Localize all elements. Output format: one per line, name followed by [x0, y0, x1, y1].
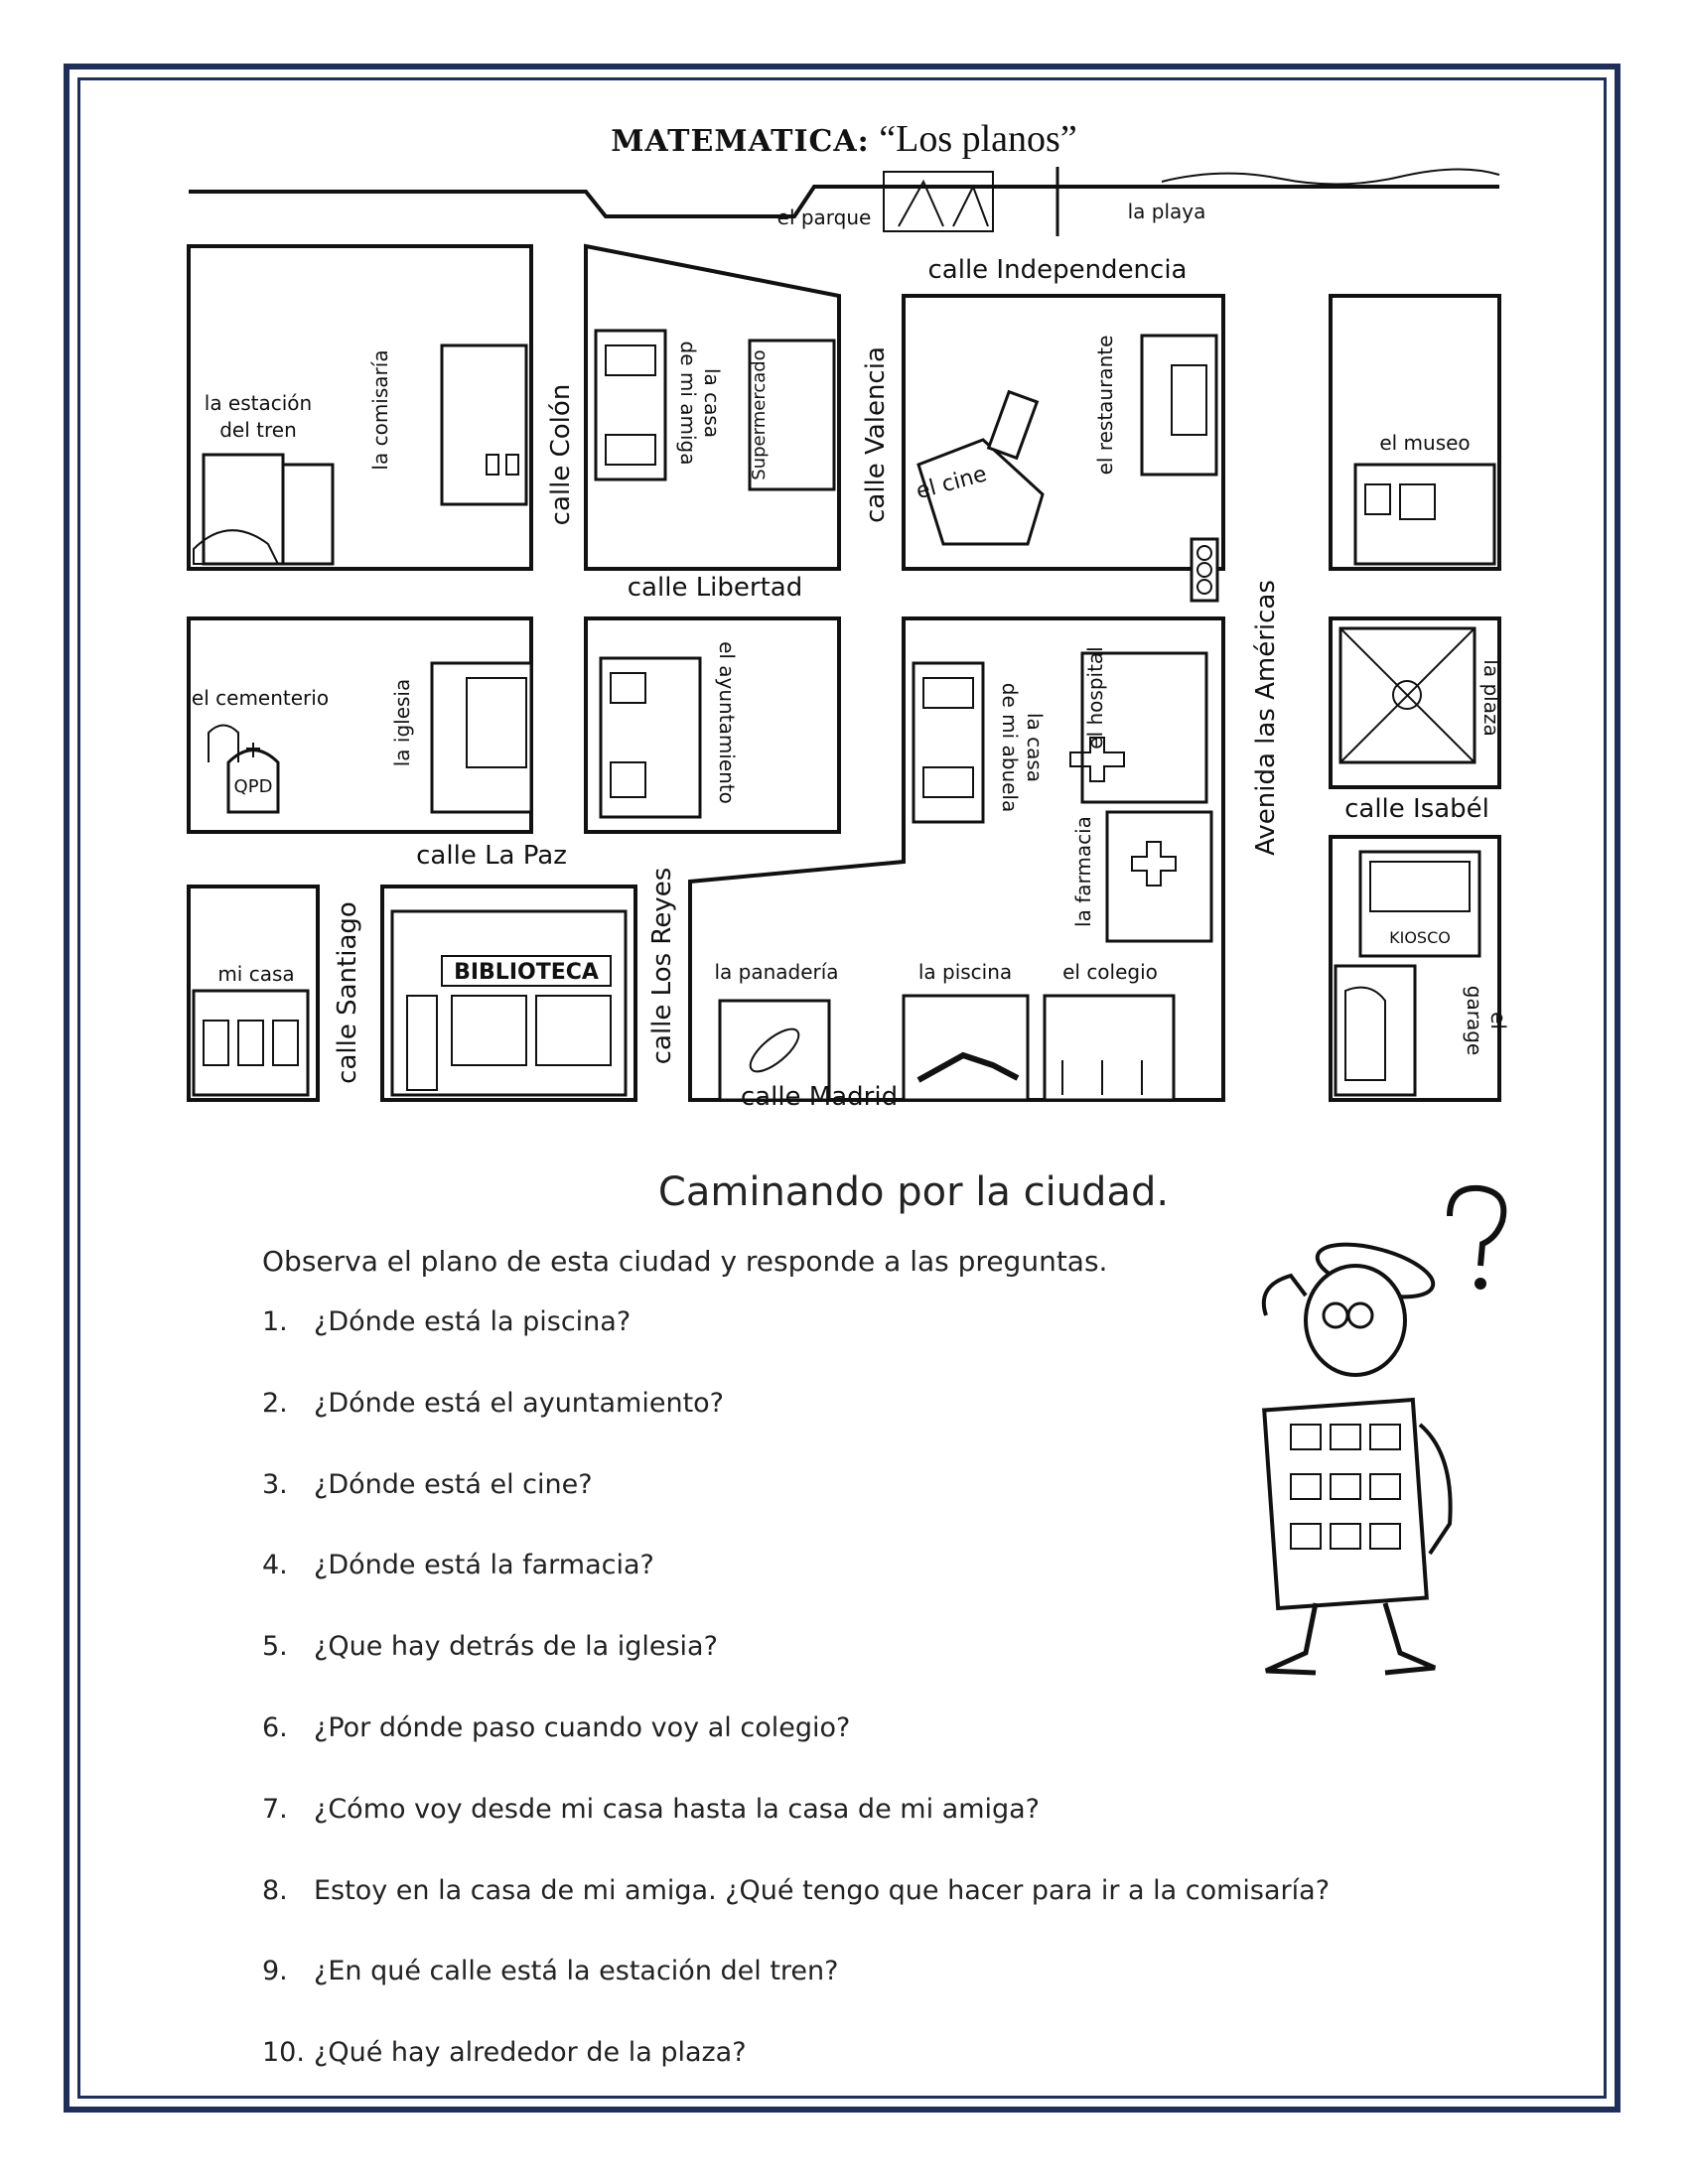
label-amiga-line1: la casa: [700, 367, 724, 439]
label-amiga-line2: de mi amiga: [676, 341, 700, 466]
question-item: [262, 1627, 1330, 1708]
my-house-icon: [194, 991, 308, 1095]
train-station-icon: [194, 455, 333, 564]
question-text: ¿Qué hay alrededor de la plaza?: [314, 2037, 747, 2069]
question-item: [262, 1546, 1330, 1627]
church-icon: [432, 663, 531, 812]
question-number: 7.: [262, 1793, 288, 1825]
street-libertad: calle Libertad: [627, 573, 803, 603]
question-number: 4.: [262, 1550, 288, 1581]
city-map-drawing: [189, 167, 1510, 1112]
street-losreyes: calle Los Reyes: [647, 867, 677, 1065]
question-item: [262, 1708, 1330, 1790]
street-isabel: calle Isabél: [1344, 794, 1489, 824]
question-item: [262, 1871, 1330, 1953]
town-hall-icon: [601, 658, 700, 817]
label-micasa: mi casa: [217, 962, 295, 986]
label-supermercado: Supermercado: [749, 349, 770, 480]
street-colon: calle Colón: [546, 383, 576, 526]
question-item: [262, 1790, 1330, 1871]
label-farmacia: la farmacia: [1071, 816, 1095, 927]
street-madrid: calle Madrid: [740, 1082, 899, 1112]
street-santiago: calle Santiago: [333, 901, 362, 1084]
label-abuela-line1: la casa: [1023, 712, 1047, 783]
street-valencia: calle Valencia: [861, 346, 891, 523]
label-garage-line1: el: [1486, 1012, 1510, 1029]
street-independencia: calle Independencia: [927, 255, 1188, 285]
label-panaderia: la panadería: [714, 960, 839, 984]
question-number: 2.: [262, 1387, 288, 1419]
restaurant-icon: [1142, 336, 1216, 475]
question-text: ¿En qué calle está la estación del tren?: [314, 1956, 839, 1987]
traffic-light-icon: [1192, 539, 1217, 601]
question-item: [262, 1384, 1330, 1465]
pool-icon: [904, 996, 1028, 1100]
label-estacion-line1: la estación: [204, 391, 313, 415]
title-subject: MATEMATICA:: [611, 124, 870, 159]
label-colegio: el colegio: [1062, 960, 1158, 984]
beach-waves-icon: [1162, 169, 1499, 184]
question-text: ¿Dónde está la piscina?: [314, 1306, 632, 1337]
question-text: ¿Dónde está el ayuntamiento?: [314, 1387, 725, 1419]
library-icon: [392, 911, 626, 1095]
question-text: ¿Dónde está el cine?: [314, 1468, 593, 1500]
question-item: [262, 1952, 1330, 2033]
question-number: 10.: [262, 2037, 305, 2069]
friend-house-icon: [596, 331, 665, 479]
question-number: 5.: [262, 1631, 288, 1663]
museum-icon: [1355, 465, 1494, 564]
label-iglesia: la iglesia: [390, 678, 414, 767]
label-hospital: el hospital: [1083, 646, 1107, 750]
title-topic: “Los planos”: [869, 118, 1077, 160]
label-kiosco: KIOSCO: [1389, 928, 1451, 947]
question-item: [262, 1465, 1330, 1547]
question-item: [262, 2033, 1330, 2115]
label-estacion-line2: del tren: [219, 418, 297, 442]
label-ayuntamiento: el ayuntamiento: [715, 641, 739, 804]
question-text: ¿Dónde está la farmacia?: [314, 1550, 654, 1581]
label-abuela-line2: de mi abuela: [998, 682, 1022, 813]
label-museo: el museo: [1379, 431, 1471, 455]
school-icon: [1045, 996, 1174, 1100]
question-number: 3.: [262, 1468, 288, 1500]
street-americas: Avenida las Américas: [1251, 580, 1281, 856]
question-list: [262, 1302, 1330, 2115]
question-item: [262, 1302, 1330, 1384]
label-lapida: QPD: [233, 776, 273, 797]
label-parque: el parque: [776, 205, 872, 229]
label-cine: el cine: [914, 462, 990, 505]
label-plaza: la plaza: [1479, 659, 1503, 737]
label-garage-line2: garage: [1463, 985, 1486, 1056]
park-icon: [884, 172, 993, 231]
question-number: 6.: [262, 1711, 288, 1743]
police-station-icon: [442, 345, 526, 504]
confused-man-with-map-icon: [1236, 1176, 1524, 1693]
plaza-icon: [1340, 628, 1475, 762]
question-number: 9.: [262, 1956, 288, 1987]
label-comisaria: la comisaría: [368, 349, 392, 471]
question-text: ¿Que hay detrás de la iglesia?: [314, 1631, 718, 1663]
grandma-house-icon: [914, 663, 983, 822]
label-cementerio: el cementerio: [191, 686, 330, 710]
label-piscina: la piscina: [917, 960, 1013, 984]
page-title: [0, 117, 1688, 161]
question-number: 8.: [262, 1874, 288, 1906]
instructions: Observa el plano de esta ciudad y responde a las preguntas.: [262, 1245, 1108, 1278]
garage-icon: [1336, 966, 1415, 1095]
question-text: ¿Cómo voy desde mi casa hasta la casa de mi amiga?: [314, 1793, 1041, 1825]
city-map: [189, 167, 1510, 1112]
question-text: Estoy en la casa de mi amiga. ¿Qué tengo que hacer para ir a la comisaría?: [314, 1874, 1331, 1906]
question-number: 1.: [262, 1306, 288, 1337]
label-biblioteca: BIBLIOTECA: [454, 960, 599, 985]
label-playa: la playa: [1127, 200, 1206, 223]
section-heading: Caminando por la ciudad.: [657, 1169, 1170, 1215]
label-restaurante: el restaurante: [1093, 335, 1117, 476]
pharmacy-icon: [1107, 812, 1211, 941]
question-text: ¿Por dónde paso cuando voy al colegio?: [314, 1711, 851, 1743]
street-lapaz: calle La Paz: [416, 841, 567, 871]
